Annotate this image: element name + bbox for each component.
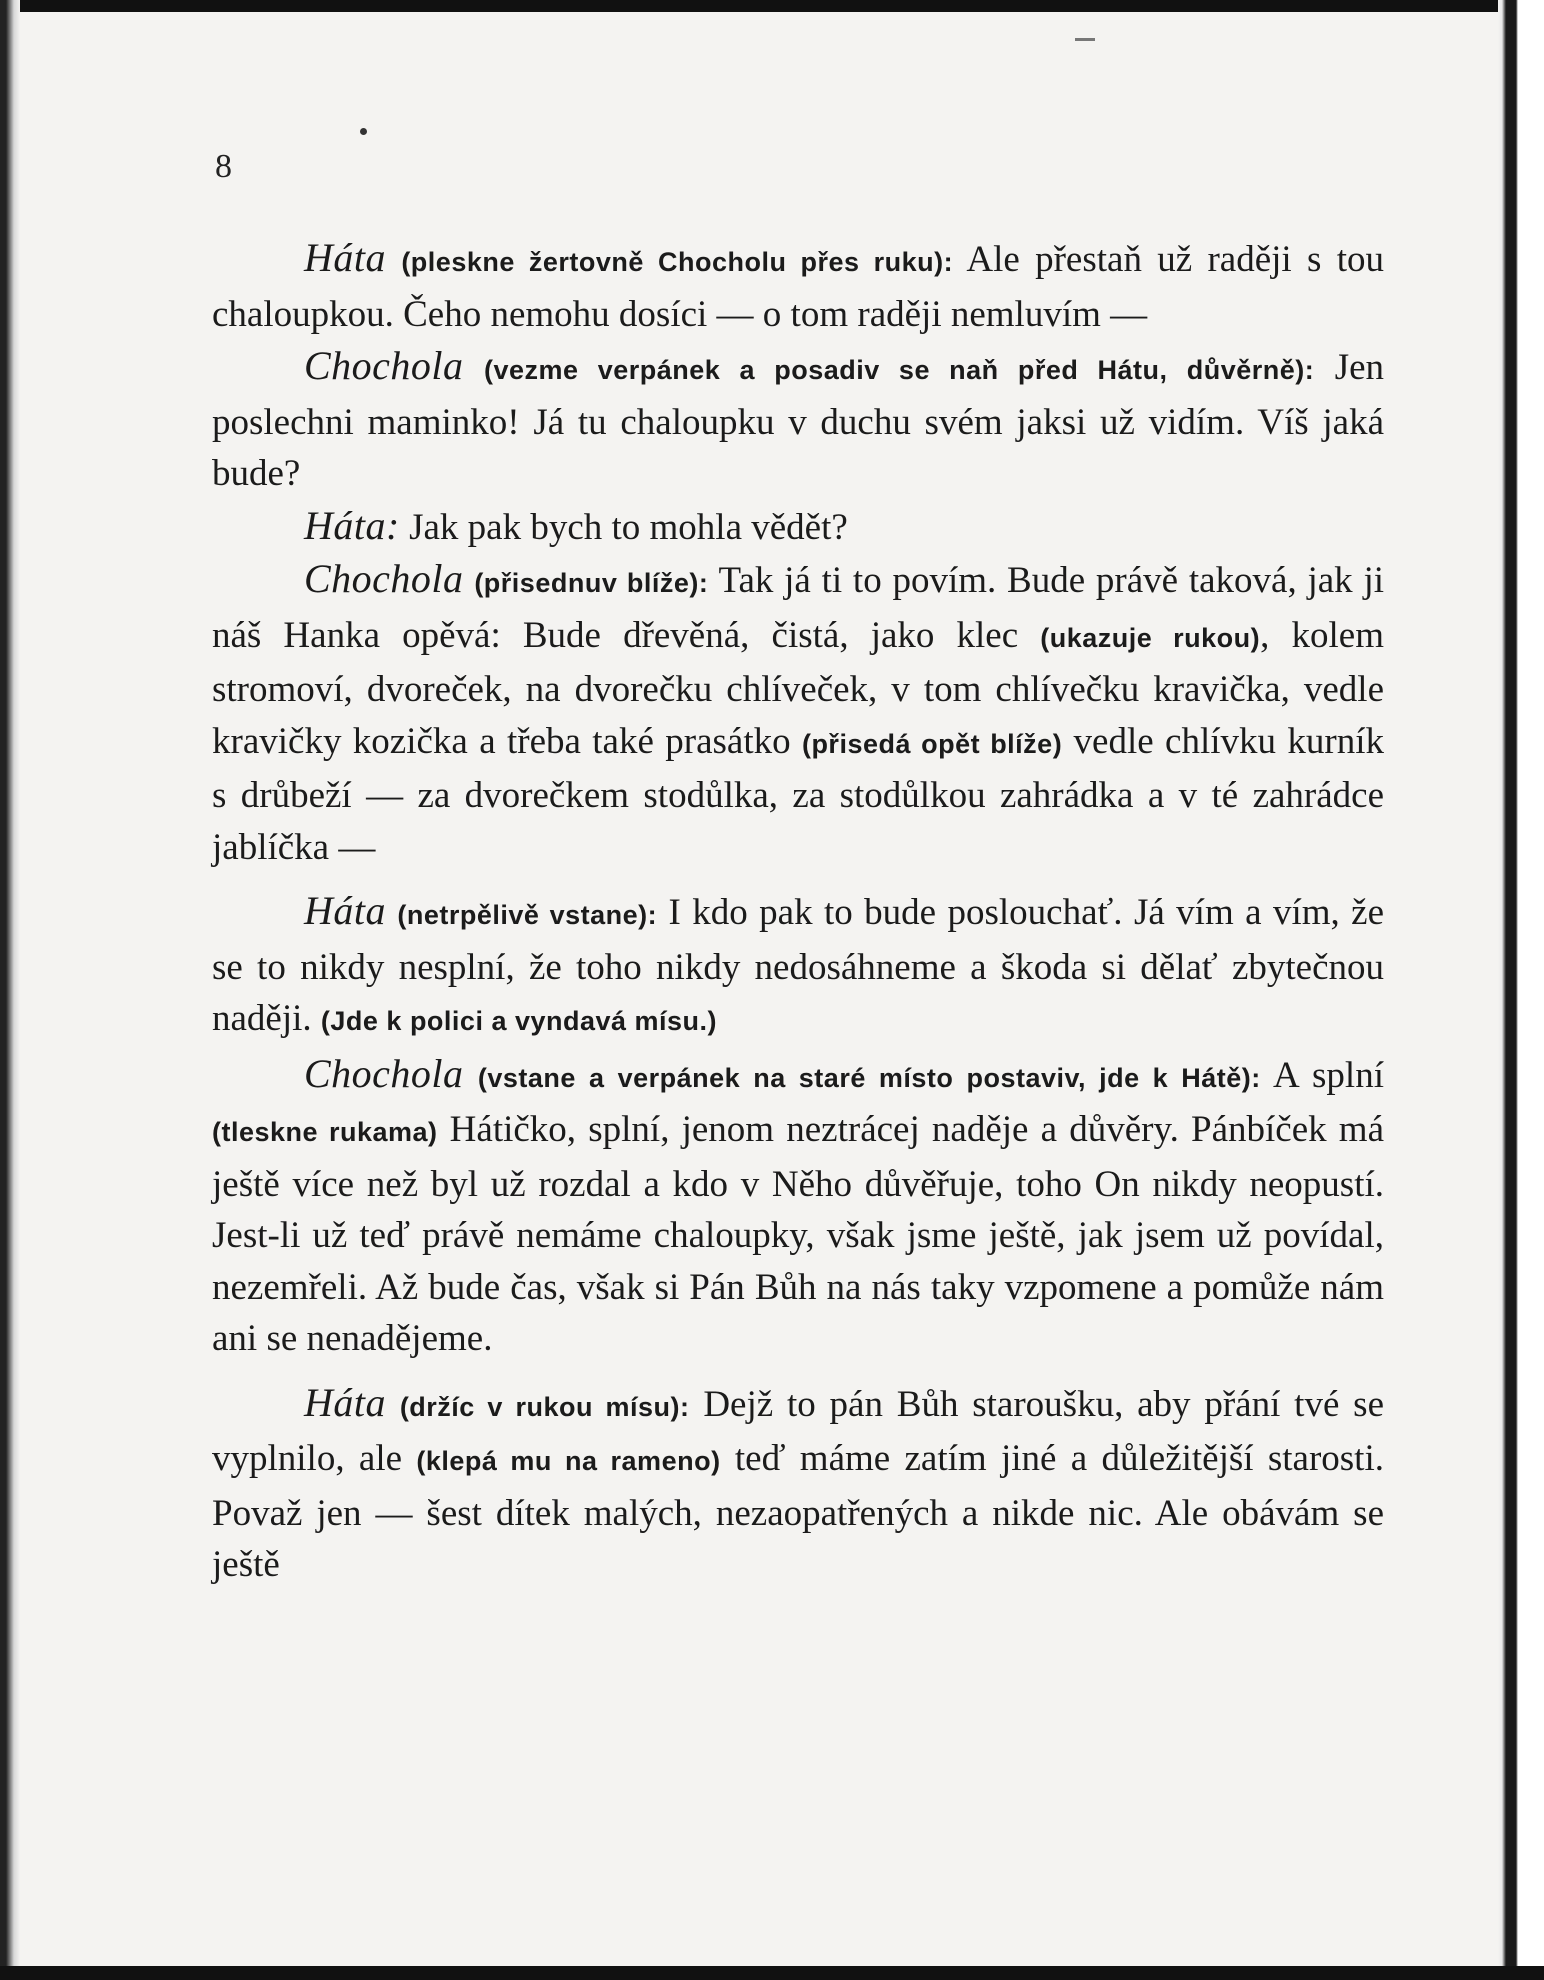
stage-direction: (klepá mu na rameno)	[416, 1446, 721, 1476]
dialogue-text: Jen poslechni maminko! Já tu chaloupku v duchu svém jaksi už vidím. Víš jaká bude?	[212, 347, 1385, 494]
dialogue-text: Jak pak bych to mohla vědět?	[399, 506, 848, 548]
scan-bottom-border	[0, 1966, 1544, 1980]
stage-direction: (držíc v rukou mísu):	[399, 1391, 690, 1422]
stage-direction: (vezme verpánek a posadiv se naň před Hátu, důvěrně):	[484, 355, 1315, 385]
scan-left-border	[0, 0, 20, 1980]
dialogue-text: Tak já ti to povím. Bude právě taková, jak ji náš Hanka opěvá: Bude dřevěná, čistá, jako klec	[212, 560, 1384, 656]
stage-direction: (Jde k polici a vyndavá mísu.)	[320, 1006, 718, 1036]
paragraph-hata-4	[212, 1377, 1384, 1591]
speaker-name: Háta	[304, 888, 386, 933]
speaker-name: Háta:	[304, 502, 400, 548]
speaker-name: Háta	[304, 235, 386, 280]
scan-top-border	[0, 0, 1544, 12]
ink-speck	[360, 128, 367, 135]
paragraph-hata-3	[212, 885, 1384, 1048]
dialogue-text: teď máme zatím jiné a důležitější starosti. Považ jen — šest dítek malých, nezaopatřených a nikde nic. Ale obávám se ještě	[212, 1438, 1384, 1585]
stage-direction: (přisednuv blíže):	[474, 568, 709, 598]
page-body	[212, 232, 1384, 1591]
paragraph-hata-1	[212, 232, 1384, 340]
paragraph-chochola-1	[212, 340, 1384, 500]
stage-direction: (ukazuje rukou)	[1040, 622, 1261, 653]
dialogue-text: A splní	[1260, 1054, 1384, 1096]
scan-right-border	[1498, 0, 1544, 1980]
paragraph-hata-2	[212, 500, 1384, 554]
page-number: 8	[215, 148, 232, 185]
dialogue-text: Hátičko, splní, jenom neztrácej naděje a důvěry. Pánbíček má ještě více než byl už rozdal a kdo v Něho důvěřuje, toho On nikdy neopustí. Jest-li už teď právě nemáme chaloupky, však jsme ještě, jak jsem už povídal, nezemřeli. Až bude čas, však si Pán Bůh na nás taky vzpomene a pomůže nám ani se nenadějeme.	[212, 1109, 1384, 1359]
dialogue-text: Dejž to pán Bůh staroušku, aby přání tvé se vyplnilo, ale	[212, 1383, 1385, 1479]
stage-direction: (vstane a verpánek na staré místo postaviv, jde k Hátě):	[477, 1062, 1261, 1093]
ink-mark	[1075, 38, 1095, 41]
dialogue-text: , kolem stromoví, dvoreček, na dvorečku chlíveček, v tom chlívečku kravička, vedle kravičky kozička a třeba také prasátko	[212, 614, 1384, 762]
stage-direction: (netrpělivě vstane):	[397, 900, 658, 930]
speaker-name: Chochola	[304, 556, 464, 601]
paragraph-chochola-3	[212, 1048, 1384, 1365]
stage-direction: (pleskne žertovně Chocholu přes ruku):	[401, 247, 954, 277]
dialogue-text: Ale přestaň už raději s tou chaloupkou. Čeho nemohu dosíci — o tom raději nemluvím —	[212, 239, 1385, 335]
stage-direction: (tleskne rukama)	[212, 1117, 438, 1147]
speaker-name: Háta	[304, 1379, 386, 1425]
dialogue-text: vedle chlívku kurník s drůbeží — za dvorečkem stodůlka, za stodůlkou zahrádka a v té zahrádce jablíčka —	[212, 720, 1384, 868]
speaker-name: Chochola	[304, 343, 464, 388]
dialogue-text: I kdo pak to bude poslouchať. Já vím a vím, že se to nikdy nesplní, že toho nikdy nedosáhneme a škoda si dělať zbytečnou naději.	[212, 892, 1385, 1039]
speaker-name: Chochola	[304, 1050, 464, 1096]
stage-direction: (přisedá opět blíže)	[801, 728, 1063, 759]
paragraph-chochola-2	[212, 553, 1384, 873]
